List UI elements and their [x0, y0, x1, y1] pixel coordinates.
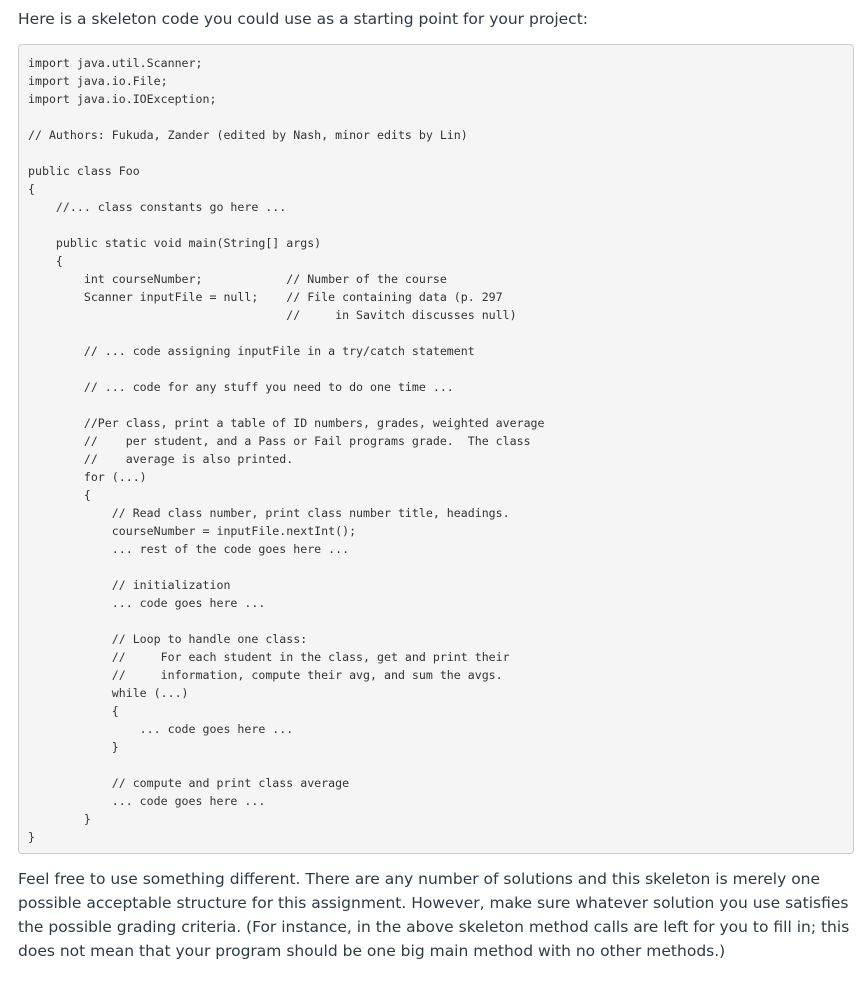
code-line: // average is also printed. — [28, 452, 294, 466]
code-line: // Read class number, print class number title, headings. — [28, 506, 510, 520]
code-line — [28, 612, 844, 630]
code-line: import java.util.Scanner; — [28, 56, 203, 70]
code-line: { — [28, 182, 35, 196]
code-line: public static void main(String[] args) — [28, 236, 322, 250]
code-line — [28, 756, 844, 774]
code-line: ... code goes here ... — [28, 596, 266, 610]
code-line — [28, 216, 844, 234]
code-line: //Per class, print a table of ID numbers, grades, weighted average — [28, 416, 545, 430]
code-line: { — [28, 488, 91, 502]
intro-text: Here is a skeleton code you could use as a starting point for your project: — [18, 10, 589, 28]
code-line: } — [28, 740, 119, 754]
code-line: public class Foo — [28, 164, 140, 178]
code-line: // For each student in the class, get and print their — [28, 650, 510, 664]
code-line: ... rest of the code goes here ... — [28, 542, 350, 556]
code-line — [28, 558, 844, 576]
code-line — [28, 396, 844, 414]
code-block — [18, 44, 854, 854]
code-line: } — [28, 812, 91, 826]
code-line: // initialization — [28, 578, 231, 592]
code-line — [28, 108, 844, 126]
code-line: //... class constants go here ... — [28, 200, 287, 214]
code-line: { — [28, 254, 63, 268]
code-lines — [28, 54, 844, 846]
code-line: ... code goes here ... — [28, 722, 294, 736]
code-line: Scanner inputFile = null; // File containing data (p. 297 — [28, 290, 503, 304]
code-line: courseNumber = inputFile.nextInt(); — [28, 524, 357, 538]
code-line: // Authors: Fukuda, Zander (edited by Nash, minor edits by Lin) — [28, 128, 468, 142]
code-line: int courseNumber; // Number of the course — [28, 272, 447, 286]
code-line: for (...) — [28, 470, 147, 484]
code-line: ... code goes here ... — [28, 794, 266, 808]
code-line: // Loop to handle one class: — [28, 632, 308, 646]
code-line: // ... code for any stuff you need to do one time ... — [28, 380, 454, 394]
code-line: } — [28, 830, 35, 844]
outro-text: Feel free to use something different. There are any number of solutions and this skeleton is merely one possible acceptable structure for this assignment. However, make sure whatever solution you use satisfies the possible grading criteria. (For instance, in the above skeleton method calls are left for you to fill in; this does not mean that your program should be one big main method with no other methods.) — [18, 870, 850, 960]
code-line — [28, 144, 844, 162]
code-line — [28, 324, 844, 342]
code-line: // compute and print class average — [28, 776, 350, 790]
code-line: { — [28, 704, 119, 718]
code-line: // per student, and a Pass or Fail programs grade. The class — [28, 434, 531, 448]
code-line: // in Savitch discusses null) — [28, 308, 517, 322]
code-line: // information, compute their avg, and sum the avgs. — [28, 668, 503, 682]
code-line: while (...) — [28, 686, 189, 700]
code-line: // ... code assigning inputFile in a try/catch statement — [28, 344, 475, 358]
code-line: import java.io.File; — [28, 74, 168, 88]
code-line — [28, 360, 844, 378]
code-line: import java.io.IOException; — [28, 92, 217, 106]
